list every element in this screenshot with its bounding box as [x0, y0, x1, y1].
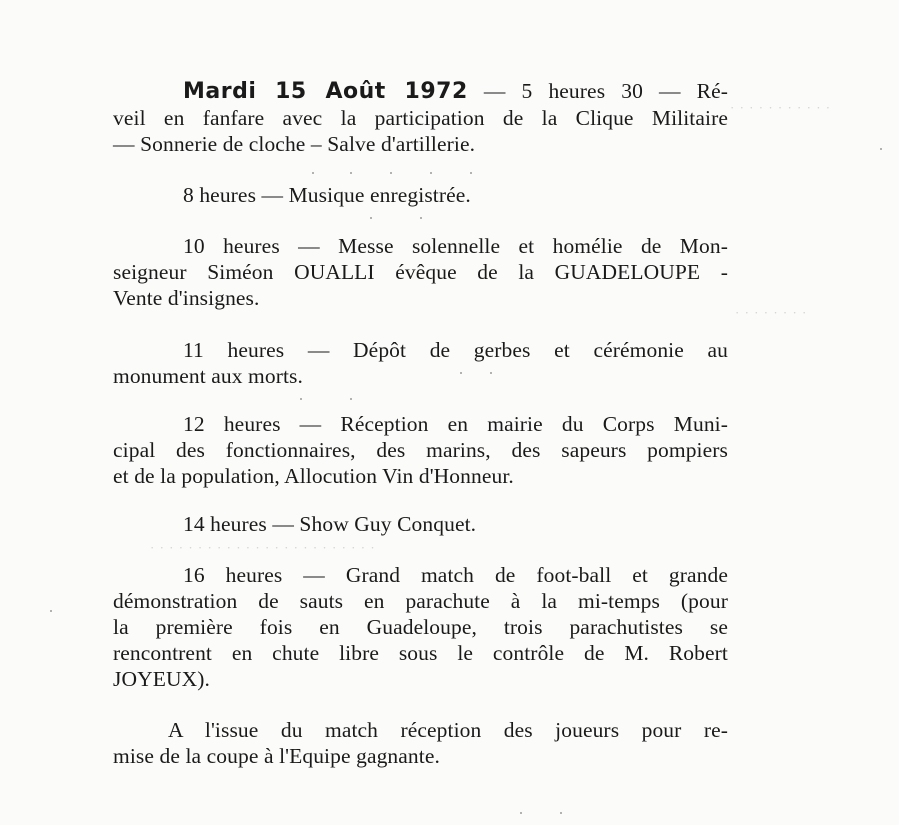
text-line: 8 heures — Musique enregistrée.: [183, 183, 471, 207]
dust-speck: [880, 148, 882, 150]
programme-paragraph-16h: [113, 562, 728, 692]
show-through-artifact: · · · · · · · · · · · · · · · · · · · · · · · ·: [150, 540, 376, 555]
programme-paragraph-10h: [113, 233, 728, 311]
programme-paragraph-12h: [113, 411, 728, 489]
text-line: veil en fanfare avec la participation de la Clique Militaire: [113, 106, 728, 130]
text-line: rencontrent en chute libre sous le contrôle de M. Robert: [113, 641, 728, 665]
programme-paragraph-8h: [113, 182, 728, 208]
event-date: Mardi 15 Août 1972: [183, 79, 468, 104]
text-line: [113, 78, 728, 105]
text-line: 16 heures — Grand match de foot-ball et grande: [183, 563, 728, 587]
dust-speck: [370, 217, 372, 219]
text-fragment: — 5 heures 30 — Ré-: [467, 79, 728, 103]
text-line: monument aux morts.: [113, 364, 304, 388]
text-line: — Sonnerie de cloche – Salve d'artillerie.: [113, 132, 476, 156]
text-line: seigneur Siméon OUALLI évêque de la GUADELOUPE -: [113, 260, 728, 284]
programme-paragraph-14h: [113, 511, 728, 537]
text-line: Vente d'insignes.: [113, 286, 260, 310]
programme-paragraph-match-end: [113, 717, 728, 769]
text-line: A l'issue du match réception des joueurs pour re-: [168, 718, 728, 742]
dust-speck: [470, 172, 472, 174]
dust-speck: [350, 398, 352, 400]
text-line: 10 heures — Messe solennelle et homélie de Mon-: [183, 234, 728, 258]
dust-speck: [520, 812, 522, 814]
text-line: démonstration de sauts en parachute à la mi-temps (pour: [113, 589, 728, 613]
dust-speck: [430, 172, 432, 174]
dust-speck: [350, 172, 352, 174]
programme-paragraph-11h: [113, 337, 728, 389]
text-line: cipal des fonctionnaires, des marins, des sapeurs pompiers: [113, 438, 728, 462]
text-line: 12 heures — Réception en mairie du Corps Muni-: [183, 412, 728, 436]
dust-speck: [560, 812, 562, 814]
show-through-artifact: · · · · · · · ·: [735, 305, 808, 320]
dust-speck: [300, 398, 302, 400]
text-line: mise de la coupe à l'Equipe gagnante.: [113, 744, 440, 768]
dust-speck: [50, 610, 52, 612]
dust-speck: [390, 172, 392, 174]
text-line: 11 heures — Dépôt de gerbes et cérémonie au: [183, 338, 728, 362]
text-line: 14 heures — Show Guy Conquet.: [183, 512, 477, 536]
dust-speck: [420, 217, 422, 219]
dust-speck: [312, 172, 314, 174]
programme-paragraph-reveil: [113, 78, 728, 157]
text-line: et de la population, Allocution Vin d'Honneur.: [113, 464, 514, 488]
text-line: la première fois en Guadeloupe, trois parachutistes se: [113, 615, 728, 639]
show-through-artifact: · · · · · · · · · · ·: [730, 100, 832, 115]
text-line: JOYEUX).: [113, 667, 210, 691]
